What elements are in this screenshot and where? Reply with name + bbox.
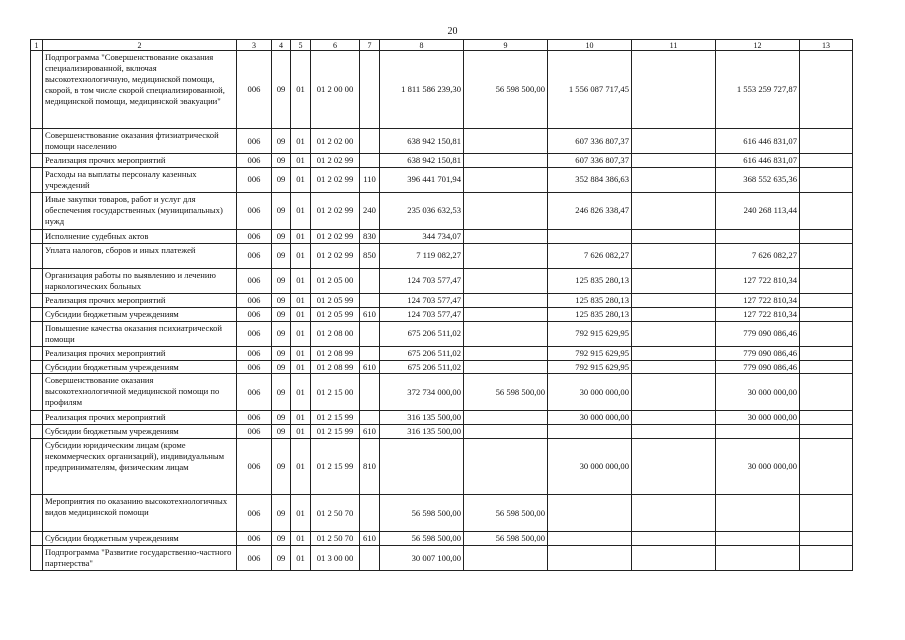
- amount-col8-cell: 396 441 701,94: [380, 167, 464, 192]
- section-code-cell: 09: [272, 167, 291, 192]
- amount-col11-cell: [632, 321, 716, 346]
- amount-col8-cell: 56 598 500,00: [380, 532, 464, 546]
- amount-col11-cell: [632, 129, 716, 154]
- target-article-cell: 01 2 02 99: [311, 229, 360, 243]
- amount-col10-cell: [548, 229, 632, 243]
- ministry-code-cell: 006: [237, 293, 272, 307]
- amount-col11-cell: [632, 374, 716, 411]
- table-row: [31, 268, 853, 293]
- table-row: [31, 532, 853, 546]
- subsection-code-cell: 01: [291, 411, 311, 425]
- amount-col8-cell: 675 206 511,02: [380, 346, 464, 360]
- table-row: [31, 243, 853, 268]
- section-code-cell: 09: [272, 154, 291, 168]
- subsection-code-cell: 01: [291, 129, 311, 154]
- expense-type-cell: [360, 374, 380, 411]
- amount-col9-cell: 56 598 500,00: [464, 51, 548, 129]
- amount-col11-cell: [632, 243, 716, 268]
- subsection-code-cell: 01: [291, 293, 311, 307]
- amount-col9-cell: 56 598 500,00: [464, 495, 548, 532]
- item-name-cell: Мероприятия по оказанию высокотехнологичных видов медицинской помощи: [43, 495, 237, 532]
- amount-col9-cell: [464, 229, 548, 243]
- amount-col13-cell: [800, 154, 853, 168]
- amount-col13-cell: [800, 532, 853, 546]
- amount-col9-cell: [464, 546, 548, 571]
- section-code-cell: 09: [272, 374, 291, 411]
- ministry-code-cell: 006: [237, 546, 272, 571]
- amount-col10-cell: [548, 495, 632, 532]
- item-name-cell: Реализация прочих мероприятий: [43, 411, 237, 425]
- amount-col11-cell: [632, 360, 716, 374]
- amount-col8-cell: [380, 439, 464, 495]
- header-cell: 3: [237, 40, 272, 51]
- target-article-cell: 01 2 02 99: [311, 243, 360, 268]
- row-number-cell: [31, 293, 43, 307]
- amount-col10-cell: 792 915 629,95: [548, 360, 632, 374]
- amount-col13-cell: [800, 439, 853, 495]
- amount-col12-cell: [716, 532, 800, 546]
- amount-col9-cell: 56 598 500,00: [464, 532, 548, 546]
- section-code-cell: 09: [272, 307, 291, 321]
- amount-col11-cell: [632, 532, 716, 546]
- amount-col10-cell: 352 884 386,63: [548, 167, 632, 192]
- amount-col9-cell: [464, 243, 548, 268]
- amount-col9-cell: [464, 154, 548, 168]
- amount-col8-cell: 638 942 150,81: [380, 154, 464, 168]
- section-code-cell: 09: [272, 346, 291, 360]
- section-code-cell: 09: [272, 51, 291, 129]
- amount-col11-cell: [632, 411, 716, 425]
- row-number-cell: [31, 154, 43, 168]
- amount-col11-cell: [632, 425, 716, 439]
- amount-col10-cell: 30 000 000,00: [548, 374, 632, 411]
- target-article-cell: 01 2 08 99: [311, 346, 360, 360]
- amount-col10-cell: 125 835 280,13: [548, 268, 632, 293]
- table-row: [31, 374, 853, 411]
- expense-type-cell: 610: [360, 307, 380, 321]
- amount-col11-cell: [632, 307, 716, 321]
- row-number-cell: [31, 532, 43, 546]
- expense-type-cell: 610: [360, 532, 380, 546]
- item-name-cell: Подпрограмма "Развитие государственно-частного партнерства": [43, 546, 237, 571]
- ministry-code-cell: 006: [237, 374, 272, 411]
- subsection-code-cell: 01: [291, 346, 311, 360]
- amount-col13-cell: [800, 346, 853, 360]
- row-number-cell: [31, 268, 43, 293]
- target-article-cell: 01 2 02 99: [311, 167, 360, 192]
- item-name-cell: Субсидии бюджетным учреждениям: [43, 532, 237, 546]
- amount-col12-cell: 30 000 000,00: [716, 374, 800, 411]
- subsection-code-cell: 01: [291, 425, 311, 439]
- amount-col12-cell: 127 722 810,34: [716, 268, 800, 293]
- table-row: [31, 307, 853, 321]
- amount-col11-cell: [632, 229, 716, 243]
- amount-col10-cell: 607 336 807,37: [548, 129, 632, 154]
- ministry-code-cell: 006: [237, 532, 272, 546]
- row-number-cell: [31, 229, 43, 243]
- target-article-cell: 01 2 08 00: [311, 321, 360, 346]
- item-name-cell: Совершенствование оказания высокотехнологичной медицинской помощи по профилям: [43, 374, 237, 411]
- amount-col9-cell: [464, 346, 548, 360]
- amount-col12-cell: 616 446 831,07: [716, 129, 800, 154]
- amount-col13-cell: [800, 51, 853, 129]
- row-number-cell: [31, 129, 43, 154]
- amount-col8-cell: 638 942 150,81: [380, 129, 464, 154]
- row-number-cell: [31, 167, 43, 192]
- row-number-cell: [31, 321, 43, 346]
- ministry-code-cell: 006: [237, 411, 272, 425]
- expense-type-cell: [360, 346, 380, 360]
- amount-col9-cell: [464, 439, 548, 495]
- section-code-cell: 09: [272, 425, 291, 439]
- amount-col13-cell: [800, 293, 853, 307]
- table-row: [31, 495, 853, 532]
- subsection-code-cell: 01: [291, 495, 311, 532]
- amount-col11-cell: [632, 293, 716, 307]
- row-number-cell: [31, 411, 43, 425]
- table-row: [31, 321, 853, 346]
- subsection-code-cell: 01: [291, 439, 311, 495]
- ministry-code-cell: 006: [237, 307, 272, 321]
- section-code-cell: 09: [272, 321, 291, 346]
- target-article-cell: 01 2 15 00: [311, 374, 360, 411]
- section-code-cell: 09: [272, 360, 291, 374]
- target-article-cell: 01 2 15 99: [311, 425, 360, 439]
- header-cell: 6: [311, 40, 360, 51]
- table-row: [31, 293, 853, 307]
- header-cell: 11: [632, 40, 716, 51]
- item-name-cell: Субсидии бюджетным учреждениям: [43, 307, 237, 321]
- table-row: [31, 154, 853, 168]
- amount-col11-cell: [632, 495, 716, 532]
- table-row: [31, 192, 853, 229]
- amount-col8-cell: 675 206 511,02: [380, 321, 464, 346]
- expense-type-cell: [360, 129, 380, 154]
- amount-col11-cell: [632, 167, 716, 192]
- amount-col9-cell: [464, 321, 548, 346]
- row-number-cell: [31, 374, 43, 411]
- amount-col10-cell: 607 336 807,37: [548, 154, 632, 168]
- amount-col11-cell: [632, 439, 716, 495]
- expense-type-cell: 240: [360, 192, 380, 229]
- amount-col8-cell: 1 811 586 239,30: [380, 51, 464, 129]
- section-code-cell: 09: [272, 439, 291, 495]
- amount-col12-cell: 127 722 810,34: [716, 307, 800, 321]
- header-cell: 5: [291, 40, 311, 51]
- amount-col11-cell: [632, 268, 716, 293]
- amount-col13-cell: [800, 192, 853, 229]
- budget-table: [30, 39, 853, 571]
- row-number-cell: [31, 243, 43, 268]
- amount-col9-cell: [464, 192, 548, 229]
- item-name-cell: Организация работы по выявлению и лечению наркологических больных: [43, 268, 237, 293]
- subsection-code-cell: 01: [291, 154, 311, 168]
- section-code-cell: 09: [272, 546, 291, 571]
- section-code-cell: 09: [272, 411, 291, 425]
- amount-col10-cell: 1 556 087 717,45: [548, 51, 632, 129]
- table-row: [31, 129, 853, 154]
- target-article-cell: 01 3 00 00: [311, 546, 360, 571]
- ministry-code-cell: 006: [237, 360, 272, 374]
- amount-col12-cell: [716, 229, 800, 243]
- amount-col10-cell: [548, 546, 632, 571]
- amount-col13-cell: [800, 495, 853, 532]
- expense-type-cell: 850: [360, 243, 380, 268]
- subsection-code-cell: 01: [291, 243, 311, 268]
- table-row: [31, 346, 853, 360]
- amount-col13-cell: [800, 229, 853, 243]
- table-row: [31, 229, 853, 243]
- subsection-code-cell: 01: [291, 546, 311, 571]
- ministry-code-cell: 006: [237, 439, 272, 495]
- amount-col10-cell: 792 915 629,95: [548, 321, 632, 346]
- amount-col12-cell: [716, 425, 800, 439]
- row-number-cell: [31, 51, 43, 129]
- table-row: [31, 167, 853, 192]
- amount-col10-cell: 7 626 082,27: [548, 243, 632, 268]
- amount-col13-cell: [800, 129, 853, 154]
- item-name-cell: Уплата налогов, сборов и иных платежей: [43, 243, 237, 268]
- section-code-cell: 09: [272, 532, 291, 546]
- section-code-cell: 09: [272, 229, 291, 243]
- amount-col9-cell: [464, 268, 548, 293]
- header-row: [31, 40, 853, 51]
- amount-col10-cell: 125 835 280,13: [548, 307, 632, 321]
- target-article-cell: 01 2 50 70: [311, 495, 360, 532]
- amount-col10-cell: 30 000 000,00: [548, 411, 632, 425]
- header-cell: 13: [800, 40, 853, 51]
- ministry-code-cell: 006: [237, 192, 272, 229]
- row-number-cell: [31, 546, 43, 571]
- amount-col11-cell: [632, 154, 716, 168]
- amount-col11-cell: [632, 192, 716, 229]
- section-code-cell: 09: [272, 192, 291, 229]
- amount-col12-cell: 240 268 113,44: [716, 192, 800, 229]
- header-cell: 4: [272, 40, 291, 51]
- amount-col10-cell: 246 826 338,47: [548, 192, 632, 229]
- amount-col9-cell: [464, 129, 548, 154]
- expense-type-cell: [360, 293, 380, 307]
- ministry-code-cell: 006: [237, 167, 272, 192]
- table-row: [31, 546, 853, 571]
- target-article-cell: 01 2 05 99: [311, 293, 360, 307]
- item-name-cell: Совершенствование оказания фтизиатрической помощи населению: [43, 129, 237, 154]
- item-name-cell: Расходы на выплаты персоналу казенных учреждений: [43, 167, 237, 192]
- target-article-cell: 01 2 08 99: [311, 360, 360, 374]
- expense-type-cell: [360, 154, 380, 168]
- amount-col8-cell: 344 734,07: [380, 229, 464, 243]
- expense-type-cell: [360, 546, 380, 571]
- target-article-cell: 01 2 02 00: [311, 129, 360, 154]
- amount-col12-cell: 779 090 086,46: [716, 321, 800, 346]
- header-cell: 10: [548, 40, 632, 51]
- expense-type-cell: [360, 51, 380, 129]
- ministry-code-cell: 006: [237, 321, 272, 346]
- header-cell: 9: [464, 40, 548, 51]
- amount-col13-cell: [800, 268, 853, 293]
- expense-type-cell: [360, 321, 380, 346]
- amount-col10-cell: 792 915 629,95: [548, 346, 632, 360]
- table-row: [31, 425, 853, 439]
- row-number-cell: [31, 360, 43, 374]
- row-number-cell: [31, 307, 43, 321]
- amount-col12-cell: [716, 495, 800, 532]
- amount-col11-cell: [632, 51, 716, 129]
- amount-col11-cell: [632, 346, 716, 360]
- table-row: [31, 439, 853, 495]
- subsection-code-cell: 01: [291, 229, 311, 243]
- subsection-code-cell: 01: [291, 532, 311, 546]
- expense-type-cell: 610: [360, 360, 380, 374]
- header-cell: 7: [360, 40, 380, 51]
- amount-col8-cell: 124 703 577,47: [380, 293, 464, 307]
- header-cell: 8: [380, 40, 464, 51]
- ministry-code-cell: 006: [237, 129, 272, 154]
- amount-col8-cell: 316 135 500,00: [380, 411, 464, 425]
- subsection-code-cell: 01: [291, 374, 311, 411]
- table-row: [31, 360, 853, 374]
- table-row: [31, 411, 853, 425]
- amount-col12-cell: [716, 546, 800, 571]
- amount-col9-cell: 56 598 500,00: [464, 374, 548, 411]
- amount-col13-cell: [800, 243, 853, 268]
- target-article-cell: 01 2 15 99: [311, 411, 360, 425]
- expense-type-cell: 810: [360, 439, 380, 495]
- subsection-code-cell: 01: [291, 360, 311, 374]
- item-name-cell: Повышение качества оказания психиатрической помощи: [43, 321, 237, 346]
- item-name-cell: Субсидии юридическим лицам (кроме некоммерческих организаций), индивидуальным предпринимателям, физическим лицам: [43, 439, 237, 495]
- target-article-cell: 01 2 00 00: [311, 51, 360, 129]
- amount-col12-cell: 30 000 000,00: [716, 439, 800, 495]
- amount-col8-cell: 316 135 500,00: [380, 425, 464, 439]
- amount-col8-cell: 372 734 000,00: [380, 374, 464, 411]
- header-cell: 1: [31, 40, 43, 51]
- amount-col12-cell: 7 626 082,27: [716, 243, 800, 268]
- expense-type-cell: 830: [360, 229, 380, 243]
- item-name-cell: Реализация прочих мероприятий: [43, 154, 237, 168]
- amount-col8-cell: 7 119 082,27: [380, 243, 464, 268]
- target-article-cell: 01 2 15 99: [311, 439, 360, 495]
- target-article-cell: 01 2 05 99: [311, 307, 360, 321]
- amount-col8-cell: 124 703 577,47: [380, 268, 464, 293]
- amount-col10-cell: 125 835 280,13: [548, 293, 632, 307]
- expense-type-cell: [360, 411, 380, 425]
- amount-col12-cell: 616 446 831,07: [716, 154, 800, 168]
- row-number-cell: [31, 439, 43, 495]
- amount-col8-cell: 30 007 100,00: [380, 546, 464, 571]
- amount-col8-cell: 675 206 511,02: [380, 360, 464, 374]
- table-row: [31, 51, 853, 129]
- subsection-code-cell: 01: [291, 307, 311, 321]
- section-code-cell: 09: [272, 268, 291, 293]
- ministry-code-cell: 006: [237, 51, 272, 129]
- item-name-cell: Субсидии бюджетным учреждениям: [43, 425, 237, 439]
- item-name-cell: Субсидии бюджетным учреждениям: [43, 360, 237, 374]
- section-code-cell: 09: [272, 129, 291, 154]
- amount-col13-cell: [800, 360, 853, 374]
- ministry-code-cell: 006: [237, 425, 272, 439]
- item-name-cell: Иные закупки товаров, работ и услуг для обеспечения государственных (муниципальных) нужд: [43, 192, 237, 229]
- amount-col8-cell: 124 703 577,47: [380, 307, 464, 321]
- amount-col11-cell: [632, 546, 716, 571]
- amount-col12-cell: 368 552 635,36: [716, 167, 800, 192]
- amount-col8-cell: 235 036 632,53: [380, 192, 464, 229]
- amount-col10-cell: [548, 425, 632, 439]
- amount-col9-cell: [464, 425, 548, 439]
- item-name-cell: Исполнение судебных актов: [43, 229, 237, 243]
- amount-col9-cell: [464, 167, 548, 192]
- ministry-code-cell: 006: [237, 268, 272, 293]
- row-number-cell: [31, 346, 43, 360]
- target-article-cell: 01 2 50 70: [311, 532, 360, 546]
- amount-col9-cell: [464, 307, 548, 321]
- amount-col12-cell: 30 000 000,00: [716, 411, 800, 425]
- amount-col8-cell: 56 598 500,00: [380, 495, 464, 532]
- expense-type-cell: 610: [360, 425, 380, 439]
- header-cell: 12: [716, 40, 800, 51]
- amount-col12-cell: 1 553 259 727,87: [716, 51, 800, 129]
- section-code-cell: 09: [272, 243, 291, 268]
- item-name-cell: Подпрограмма "Совершенствование оказания специализированной, включая высокотехнологичную, медицинской помощи, скорой, в том числе скорой специализированной, медицинской помощи, медицинской эвакуации": [43, 51, 237, 129]
- row-number-cell: [31, 425, 43, 439]
- amount-col13-cell: [800, 411, 853, 425]
- amount-col13-cell: [800, 321, 853, 346]
- amount-col12-cell: 127 722 810,34: [716, 293, 800, 307]
- section-code-cell: 09: [272, 293, 291, 307]
- ministry-code-cell: 006: [237, 495, 272, 532]
- expense-type-cell: [360, 495, 380, 532]
- amount-col13-cell: [800, 167, 853, 192]
- row-number-cell: [31, 495, 43, 532]
- subsection-code-cell: 01: [291, 321, 311, 346]
- amount-col9-cell: [464, 293, 548, 307]
- expense-type-cell: 110: [360, 167, 380, 192]
- expense-type-cell: [360, 268, 380, 293]
- amount-col13-cell: [800, 307, 853, 321]
- row-number-cell: [31, 192, 43, 229]
- amount-col10-cell: 30 000 000,00: [548, 439, 632, 495]
- subsection-code-cell: 01: [291, 268, 311, 293]
- subsection-code-cell: 01: [291, 51, 311, 129]
- amount-col13-cell: [800, 546, 853, 571]
- target-article-cell: 01 2 05 00: [311, 268, 360, 293]
- ministry-code-cell: 006: [237, 346, 272, 360]
- item-name-cell: Реализация прочих мероприятий: [43, 293, 237, 307]
- section-code-cell: 09: [272, 495, 291, 532]
- amount-col12-cell: 779 090 086,46: [716, 346, 800, 360]
- ministry-code-cell: 006: [237, 243, 272, 268]
- target-article-cell: 01 2 02 99: [311, 154, 360, 168]
- header-cell: 2: [43, 40, 237, 51]
- amount-col12-cell: 779 090 086,46: [716, 360, 800, 374]
- amount-col13-cell: [800, 374, 853, 411]
- subsection-code-cell: 01: [291, 167, 311, 192]
- target-article-cell: 01 2 02 99: [311, 192, 360, 229]
- amount-col13-cell: [800, 425, 853, 439]
- subsection-code-cell: 01: [291, 192, 311, 229]
- amount-col9-cell: [464, 360, 548, 374]
- page-number: 20: [447, 26, 458, 37]
- item-name-cell: Реализация прочих мероприятий: [43, 346, 237, 360]
- ministry-code-cell: 006: [237, 154, 272, 168]
- ministry-code-cell: 006: [237, 229, 272, 243]
- amount-col9-cell: [464, 411, 548, 425]
- amount-col10-cell: [548, 532, 632, 546]
